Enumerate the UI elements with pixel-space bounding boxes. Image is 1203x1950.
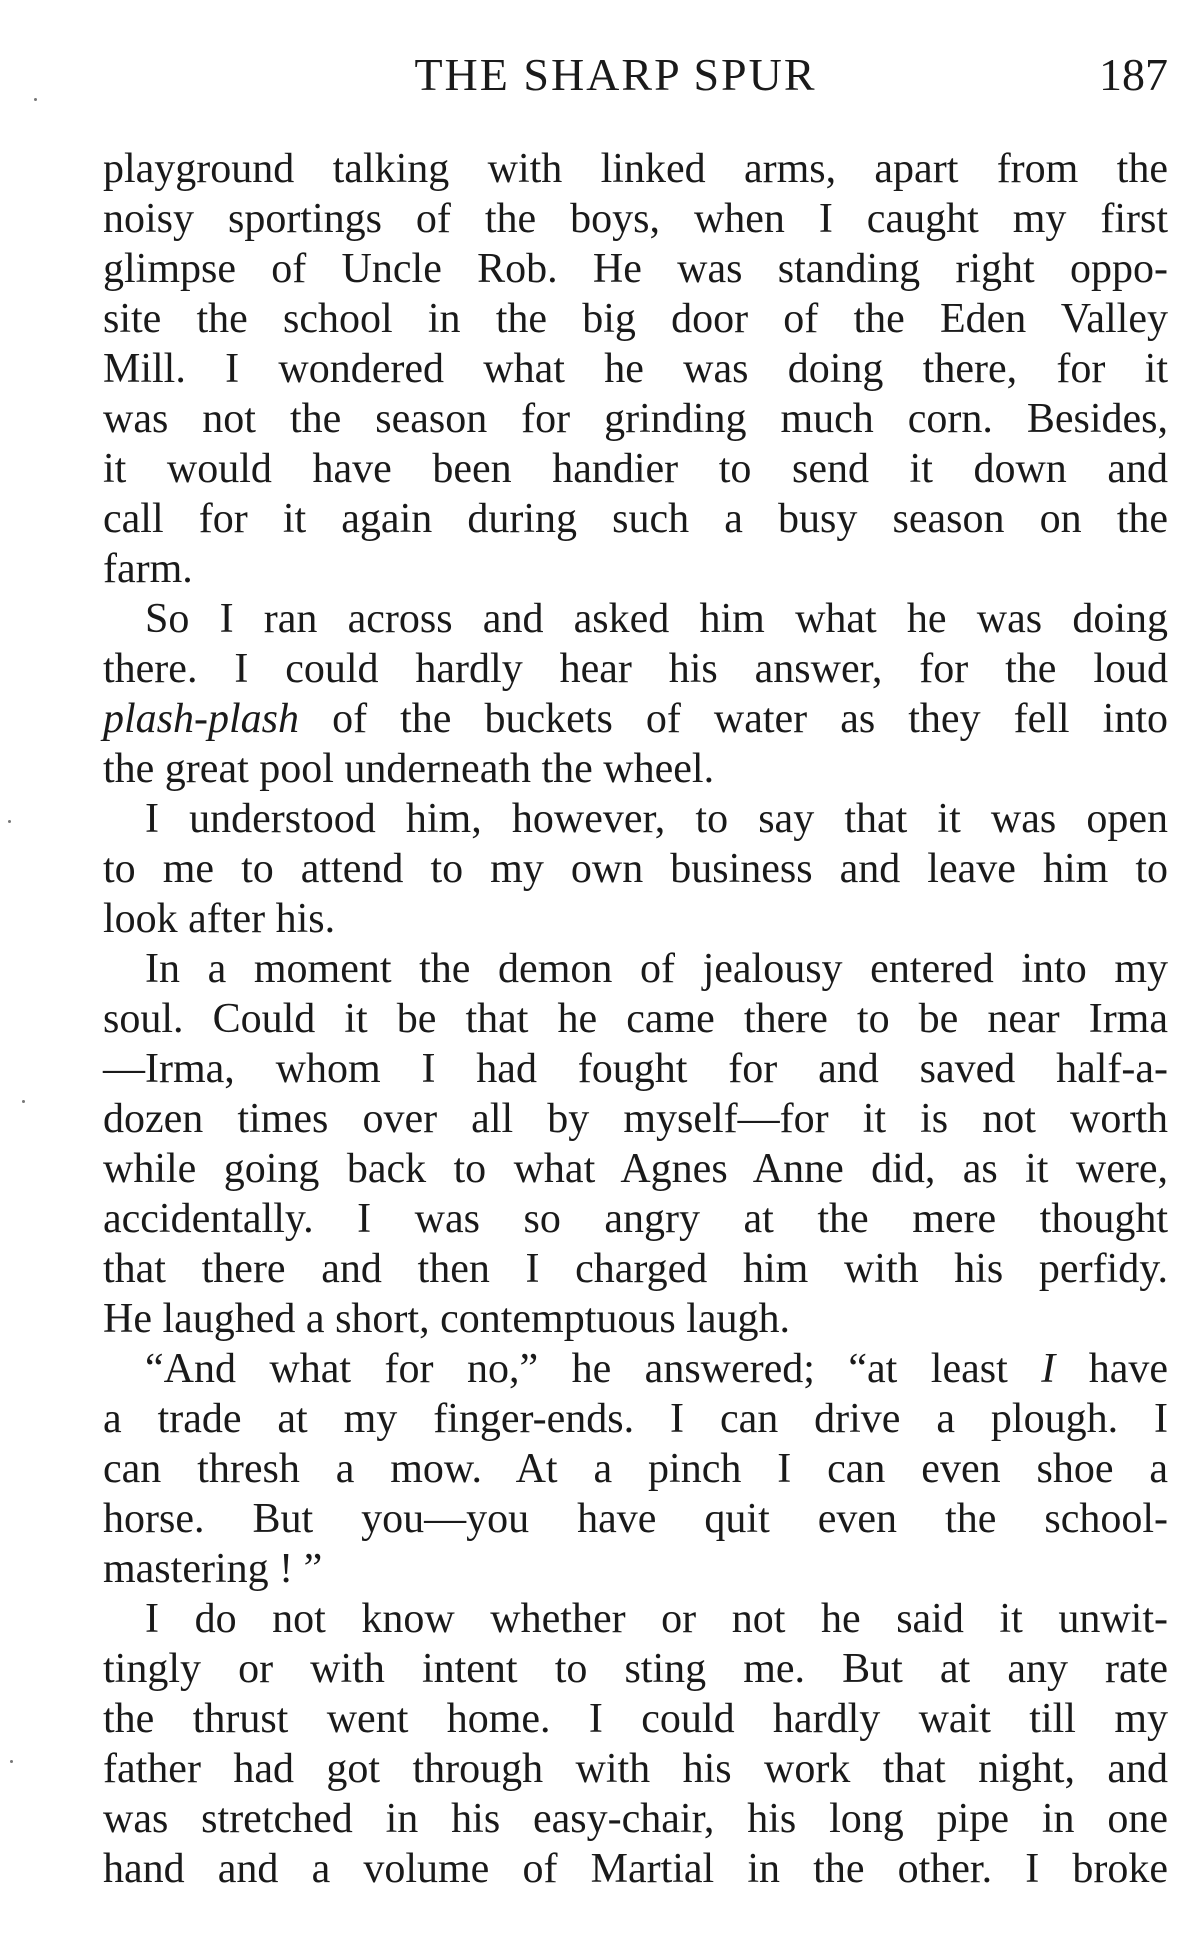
text-line — [103, 794, 1168, 844]
text-run: —Irma, whom I had fought for and saved half-a- — [103, 1046, 1168, 1092]
text-run: was not the season for grinding much corn. Besides, — [103, 396, 1168, 442]
text-run: dozen times over all by myself—for it is not worth — [103, 1096, 1168, 1142]
text-run: He laughed a short, contemptuous laugh. — [103, 1296, 791, 1342]
text-line — [103, 1644, 1168, 1694]
text-run: site the school in the big door of the Eden Valley — [103, 296, 1168, 342]
text-run: there. I could hardly hear his answer, for the loud — [103, 646, 1168, 692]
text-line — [103, 194, 1168, 244]
text-run: have — [1055, 1346, 1168, 1392]
text-run: plash-plash — [103, 696, 300, 742]
text-run: Mill. I wondered what he was doing there, for it — [103, 346, 1168, 392]
text-line — [103, 894, 1168, 944]
text-run: to me to attend to my own business and leave him to — [103, 846, 1168, 892]
text-run: can thresh a mow. At a pinch I can even shoe a — [103, 1446, 1168, 1492]
text-line — [103, 1444, 1168, 1494]
text-run: of the buckets of water as they fell into — [299, 696, 1168, 742]
text-run: that there and then I charged him with his perfidy. — [103, 1246, 1168, 1292]
text-line — [103, 1144, 1168, 1194]
body-text — [103, 144, 1168, 1894]
text-line — [103, 994, 1168, 1044]
text-run: look after his. — [103, 896, 336, 942]
text-line — [103, 1694, 1168, 1744]
book-page — [103, 40, 1168, 1894]
running-title: THE SHARP SPUR — [414, 49, 817, 100]
text-line — [103, 294, 1168, 344]
text-line — [103, 1094, 1168, 1144]
text-run: the great pool underneath the wheel. — [103, 746, 715, 792]
text-line — [103, 1544, 1168, 1594]
text-run: hand and a volume of Martial in the other. I broke — [103, 1846, 1168, 1892]
text-line — [103, 1294, 1168, 1344]
text-run: accidentally. I was so angry at the mere thought — [103, 1196, 1168, 1242]
text-run: horse. But you—you have quit even the school- — [103, 1496, 1168, 1542]
text-line — [103, 694, 1168, 744]
text-line — [103, 1194, 1168, 1244]
text-run: playground talking with linked arms, apart from the — [103, 146, 1168, 192]
text-run: call for it again during such a busy season on the — [103, 496, 1168, 542]
running-head — [103, 40, 1168, 102]
margin-speck — [8, 820, 11, 823]
text-line — [103, 1394, 1168, 1444]
text-run: So I ran across and asked him what he was doing — [145, 596, 1168, 642]
text-run: “And what for no,” he answered; “at least — [145, 1346, 1042, 1392]
text-line — [103, 144, 1168, 194]
text-run: the thrust went home. I could hardly wait till my — [103, 1696, 1168, 1742]
text-run: In a moment the demon of jealousy entered into my — [145, 946, 1168, 992]
text-line — [103, 944, 1168, 994]
text-run: glimpse of Uncle Rob. He was standing right oppo- — [103, 246, 1168, 292]
text-line — [103, 1744, 1168, 1794]
text-line — [103, 844, 1168, 894]
text-run: tingly or with intent to sting me. But at any rate — [103, 1646, 1168, 1692]
text-line — [103, 1844, 1168, 1894]
text-line — [103, 744, 1168, 794]
text-line — [103, 1044, 1168, 1094]
margin-speck — [34, 98, 37, 101]
text-line — [103, 644, 1168, 694]
margin-speck — [10, 1760, 13, 1763]
text-run: while going back to what Agnes Anne did, as it were, — [103, 1146, 1168, 1192]
text-line — [103, 1244, 1168, 1294]
text-line — [103, 1594, 1168, 1644]
text-run: mastering ! ” — [103, 1546, 323, 1592]
text-line — [103, 444, 1168, 494]
text-run: a trade at my finger-ends. I can drive a plough. I — [103, 1396, 1168, 1442]
text-line — [103, 544, 1168, 594]
text-run: I — [1041, 1346, 1056, 1392]
text-run: it would have been handier to send it down and — [103, 446, 1168, 492]
text-line — [103, 494, 1168, 544]
text-run: I understood him, however, to say that it was open — [145, 796, 1168, 842]
text-line — [103, 1794, 1168, 1844]
text-line — [103, 394, 1168, 444]
text-run: father had got through with his work that night, and — [103, 1746, 1168, 1792]
text-run: soul. Could it be that he came there to be near Irma — [103, 996, 1168, 1042]
text-line — [103, 244, 1168, 294]
text-line — [103, 1344, 1168, 1394]
margin-speck — [22, 1100, 25, 1103]
text-line — [103, 594, 1168, 644]
page-number: 187 — [1099, 49, 1168, 100]
text-line — [103, 1494, 1168, 1544]
text-run: farm. — [103, 546, 193, 592]
text-run: was stretched in his easy-chair, his long pipe in one — [103, 1796, 1168, 1842]
text-line — [103, 344, 1168, 394]
text-run: noisy sportings of the boys, when I caught my first — [103, 196, 1168, 242]
text-run: I do not know whether or not he said it unwit- — [145, 1596, 1168, 1642]
